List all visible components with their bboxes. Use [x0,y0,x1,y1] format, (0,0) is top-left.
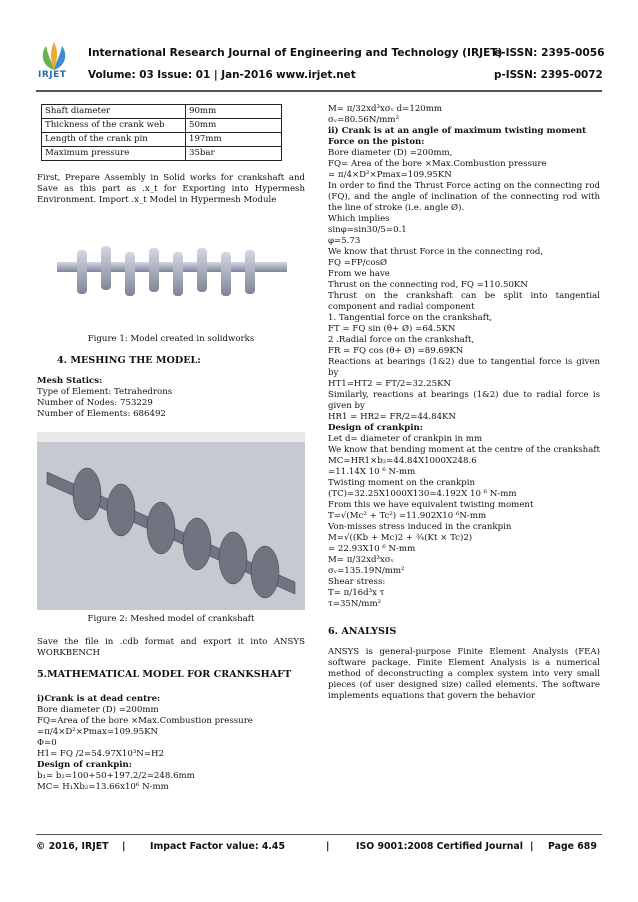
equation-line: 1. Tangential force on the crankshaft, [328,313,493,323]
pissn: p-ISSN: 2395-0072 [494,69,603,81]
design-crankpin-heading-2: Design of crankpin: [328,423,423,433]
equation-line: sinφ=sin30/5=0.1 [328,225,407,235]
figure-2-caption: Figure 2: Meshed model of crankshaft [87,614,255,624]
equation-line: 2 .Radial force on the crankshaft, [328,335,475,345]
table-row: Length of the crank pin 197mm [42,133,282,147]
equation-line: Bore diameter (D) =200mm [37,705,159,715]
crankshaft-model-image [37,210,305,330]
equation-line: M=√((Kb + Mc)2 + ¾(Kt × Tc)2) [328,533,473,543]
mesh-line: Type of Element: Tetrahedrons [37,387,173,397]
journal-title: International Research Journal of Engineering and Technology (IRJET) [88,47,503,59]
equation-line: (TC)=32.25X1000X130=4.192X 10 ⁶ N-mm [328,489,517,499]
equation-line: We know that thrust Force in the connecting rod, [328,247,544,257]
equation-line: =π/4×D²×Pmax=109.95KN [37,727,159,737]
footer-separator: | [530,841,534,852]
design-crankpin-heading: Design of crankpin: [37,760,132,770]
intro-paragraph: First, Prepare Assembly in Solid works for crankshaft and Save as this part as .x_t for Exporting into Hypermesh Environment. Import .x_t Model in Hypermesh Module [37,173,305,205]
figure-1-caption: Figure 1: Model created in solidworks [87,334,255,344]
irjet-logo [36,42,72,86]
equation-line: Φ=0 [37,738,57,748]
page-number: Page 689 [548,841,597,852]
equation-line: M= π/32xd³xσᵥ [328,555,394,565]
mesh-statics-heading: Mesh Statics: [37,376,103,386]
components-paragraph: Thrust on the crankshaft can be split into tangential component and radial component [328,291,600,312]
thrust-paragraph: In order to find the Thrust Force acting on the connecting rod (FQ), and the angle of inclination of the connecting rod with the line of stroke (i.e. angle Ø). [328,181,600,213]
equation-line: φ=5.73 [328,236,361,246]
tangential-reactions-paragraph: Reactions at bearings (1&2) due to tangential force is given by [328,357,600,378]
equation-line: FT = FQ sin (θ+ Ø) =64.5KN [328,324,456,334]
page-footer [0,838,638,858]
equation-line: σᵥ=135.19N/mm² [328,566,405,576]
section-6-heading: 6. ANALYSIS [328,626,397,637]
radial-reactions-paragraph: Similarly, reactions at bearings (1&2) due to radial force is given by [328,390,600,411]
equation-line: FQ =FP/cosØ [328,258,388,268]
equation-line: From we have [328,269,390,279]
mesh-line: Number of Elements: 686492 [37,409,166,419]
force-piston-heading: Force on the piston: [328,137,425,147]
impact-factor: Impact Factor value: 4.45 [150,841,285,852]
section-5-heading: 5.MATHEMATICAL MODEL FOR CRANKSHAFT [37,669,292,680]
equation-line: H1= FQ /2=54.97X10³N=H2 [37,749,164,759]
analysis-paragraph: ANSYS is general-purpose Finite Element Analysis (FEA) software package. Finite Element Analysis is a numerical method of deconstructing a complex system into very small pieces (of user designed size) called elements. The software implements equations that govern the behavior [328,647,600,701]
mesh-line: Number of Nodes: 753229 [37,398,153,408]
equation-line: Which implies [328,214,390,224]
logo-text: IRJET [38,70,67,80]
equation-line: τ=35N/mm² [328,599,382,609]
journal-header [0,0,638,96]
leaf-icon [36,42,72,72]
equation-line: FR = FQ cos (θ+ Ø) =89.69KN [328,346,464,356]
equation-line: Bore diameter (D) =200mm, [328,148,453,158]
dead-centre-heading: i)Crank is at dead centre: [37,694,161,704]
iso-certification: ISO 9001:2008 Certified Journal [356,841,523,852]
header-rule [36,90,602,92]
figure-2-image [37,432,305,610]
equation-line: FQ=Area of the bore ×Max.Combustion pressure [37,716,253,726]
equation-line: = 22.93X10 ⁶ N-mm [328,544,416,554]
equation-line: = π/4×D²×Pmax=109.95KN [328,170,452,180]
equation-line: FQ= Area of the bore ×Max.Combustion pressure [328,159,547,169]
section-4-heading: 4. MESHING THE MODEL: [57,355,201,366]
equation-line: HR1 = HR2= FR/2=44.84KN [328,412,456,422]
equation-line: HT1=HT2 = FT/2=32.25KN [328,379,452,389]
equation-line: b₁= b₂=100+50+197.2/2=248.6mm [37,771,195,781]
max-twisting-heading: ii) Crank is at an angle of maximum twisting moment [328,126,587,136]
equation-line: Von-misses stress induced in the crankpin [328,522,512,532]
equation-line: T= π/16d³x τ [328,588,385,598]
copyright: © 2016, IRJET [36,841,109,852]
equation-line: Thrust on the connecting rod, FQ =110.50KN [328,280,528,290]
save-paragraph: Save the file in .cdb format and export it into ANSYS WORKBENCH [37,637,305,658]
figure-1-image [37,210,305,330]
volume-issue: Volume: 03 Issue: 01 | Jan-2016 [88,69,273,81]
equation-line: Shear stress: [328,577,386,587]
bending-moment-paragraph: We know that bending moment at the centre of the crankshaft [328,445,600,455]
equation-line: Let d= diameter of crankpin in mm [328,434,483,444]
equation-line: MC=HR1×b₂=44.84X1000X248.6 [328,456,477,466]
table-row: Shaft diameter 90mm [42,105,282,119]
journal-url: www.irjet.net [276,69,356,81]
equation-line: Twisting moment on the crankpin [328,478,476,488]
footer-rule [36,834,602,835]
footer-separator: | [326,841,330,852]
table-row: Thickness of the crank web 50mm [42,119,282,133]
spec-table [41,104,282,161]
meshed-crankshaft-image [37,432,305,610]
footer-separator: | [122,841,126,852]
eissn: e-ISSN: 2395-0056 [494,47,605,59]
equation-line: T=√(Mc² + Tc²) =11.902X10 ⁶N-mm [328,511,487,521]
equation-line: From this we have equivalent twisting moment [328,500,534,510]
equation-line: M= π/32xd³xσᵥ d=120mm [328,104,443,114]
equation-line: σᵥ=80.56N/mm² [328,115,400,125]
right-column [328,104,600,702]
table-row: Maximum pressure 35bar [42,147,282,161]
equation-line: MC= H₁Xb₂=13.66x10⁶ N-mm [37,782,169,792]
left-column [37,104,305,793]
equation-line: =11.14X 10 ⁶ N-mm [328,467,416,477]
